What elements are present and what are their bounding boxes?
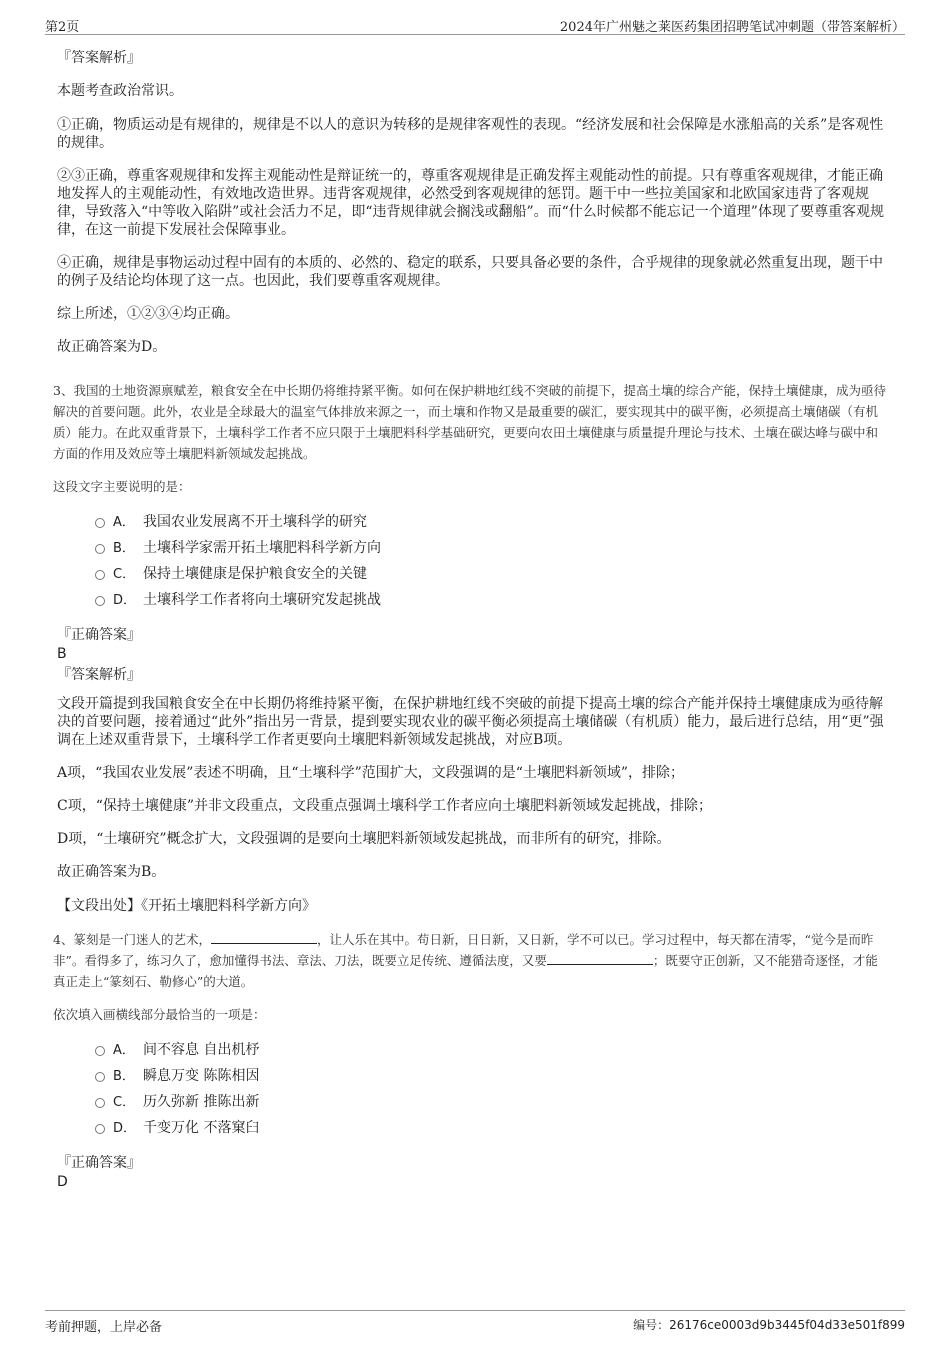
option-list (95, 509, 887, 613)
fill-blank (547, 952, 653, 965)
radio-button[interactable] (95, 596, 105, 606)
analysis-conclusion: 故正确答案为B。 (57, 864, 166, 880)
footer-slogan: 考前押题，上岸必备 (45, 1320, 163, 1335)
radio-button[interactable] (95, 1124, 105, 1134)
analysis-paragraph: C项，“保持土壤健康”并非文段重点，文段重点强调土壤科学工作者应向土壤肥料新领域发起挑战，排除； (57, 798, 713, 814)
option-b[interactable]: B． 土壤科学家需开拓土壤肥料科学新方向 (95, 535, 887, 561)
answer-label: 『正确答案』 (57, 1155, 141, 1171)
answer-label: 『正确答案』 (57, 627, 141, 643)
radio-button[interactable] (95, 518, 105, 528)
analysis-paragraph: D项，“土壤研究”概念扩大，文段强调的是要向土壤肥料新领域发起挑战，而非所有的研究，排除。 (57, 831, 671, 847)
radio-button[interactable] (95, 570, 105, 580)
analysis-paragraph: ④正确，规律是事物运动过程中固有的本质的、必然的、稳定的联系，只要具备必要的条件，合乎规律的现象就必然重复出现，题干中的例子及结论均体现了这一点。也因此，我们要尊重客观规律。 (57, 255, 883, 289)
analysis-label: 『答案解析』 (57, 667, 141, 683)
page-content (53, 44, 887, 1191)
question-prompt: 这段文字主要说明的是： (53, 479, 191, 494)
radio-button[interactable] (95, 544, 105, 554)
passage-source: 【文段出处】《开拓土壤肥料科学新方向》 (57, 898, 316, 914)
page-footer (45, 1310, 905, 1333)
question-stem: 3、我国的土地资源禀赋差，粮食安全在中长期仍将维持紧平衡。如何在保护耕地红线不突破的前提下，提高土壤的综合产能，保持土壤健康，成为亟待解决的首要问题。此外，农业是全球最大的温室气体排放来源之一，而土壤和作物又是最重要的碳汇，要实现其中的碳平衡，必须提高土壤储碳（有机质）能力。在此双重背景下，土壤科学工作者不应只限于土壤肥料科学基础研究，更要向农田土壤健康与质量提升理论与技术、土壤在碳达峰与碳中和方面的作用及效应等土壤肥料新领域发起挑战。 (53, 383, 886, 461)
option-a[interactable]: A． 我国农业发展离不开土壤科学的研究 (95, 509, 887, 535)
analysis-paragraph: 文段开篇提到我国粮食安全在中长期仍将维持紧平衡，在保护耕地红线不突破的前提下提高土壤的综合产能并保持土壤健康成为亟待解决的首要问题，接着通过“此外”指出另一背景，提到要实现农业的碳平衡必须提高土壤储碳（有机质）能力，最后进行总结，用“更”强调在上述双重背景下，土壤科学工作者更要向土壤肥料新领域发起挑战，对应B项。 (57, 696, 884, 748)
question-stem: 4、篆刻是一门迷人的艺术， ，让人乐在其中。苟日新，日日新，又日新，学不可以已。学习过程中，每天都在清零，“觉今是而昨非”。看得多了，练习久了，愈加懂得书法、章法、刀法，既要立足传统、遵循法度，又要 ；既要守正创新，又不能猎奇逐怪，才能真正走上“篆刻石、勒修心”的大道。 (53, 932, 878, 989)
analysis-conclusion: 故正确答案为D。 (57, 339, 167, 355)
analysis-paragraph: ②③正确，尊重客观规律和发挥主观能动性是辩证统一的，尊重客观规律是正确发挥主观能动性的前提。只有尊重客观规律，才能正确地发挥人的主观能动性，有效地改造世界。违背客观规律，必然受到客观规律的惩罚。题干中一些拉美国家和北欧国家违背了客观规律，导致落入“中等收入陷阱”或社会活力不足，即“违背规律就会搁浅或翻船”。而“什么时候都不能忘记一个道理”体现了要尊重客观规律，在这一前提下发展社会保障事业。 (57, 168, 884, 238)
option-a[interactable]: A． 间不容息 自出机杼 (95, 1037, 887, 1063)
document-title: 2024年广州魅之莱医药集团招聘笔试冲刺题（带答案解析） (559, 20, 905, 35)
option-c[interactable]: C． 历久弥新 推陈出新 (95, 1089, 887, 1115)
option-d[interactable]: D． 千变万化 不落窠臼 (95, 1115, 887, 1141)
page-number: 第2页 (45, 20, 80, 35)
fill-blank (211, 931, 317, 944)
radio-button[interactable] (95, 1046, 105, 1056)
option-c[interactable]: C． 保持土壤健康是保护粮食安全的关键 (95, 561, 887, 587)
page-header (45, 14, 905, 35)
question-prompt: 依次填入画横线部分最恰当的一项是： (53, 1007, 266, 1022)
option-list (95, 1037, 887, 1141)
radio-button[interactable] (95, 1072, 105, 1082)
analysis-label: 『答案解析』 (57, 50, 141, 66)
analysis-paragraph: A项，“我国农业发展”表述不明确，且“土壤科学”范围扩大，文段强调的是“土壤肥料新领域”，排除； (57, 765, 685, 781)
option-b[interactable]: B． 瞬息万变 陈陈相因 (95, 1063, 887, 1089)
option-d[interactable]: D． 土壤科学工作者将向土壤研究发起挑战 (95, 587, 887, 613)
analysis-paragraph: 本题考查政治常识。 (57, 83, 183, 99)
correct-answer: D (57, 1174, 68, 1190)
radio-button[interactable] (95, 1098, 105, 1108)
analysis-paragraph: 综上所述，①②③④均正确。 (57, 306, 239, 322)
analysis-paragraph: ①正确，物质运动是有规律的，规律是不以人的意识为转移的是规律客观性的表现。“经济发展和社会保障是水涨船高的关系”是客观性的规律。 (57, 117, 884, 151)
document-code: 编号：26176ce0003d9b3445f04d33e501f899 (633, 1318, 905, 1332)
correct-answer: B (57, 646, 67, 662)
